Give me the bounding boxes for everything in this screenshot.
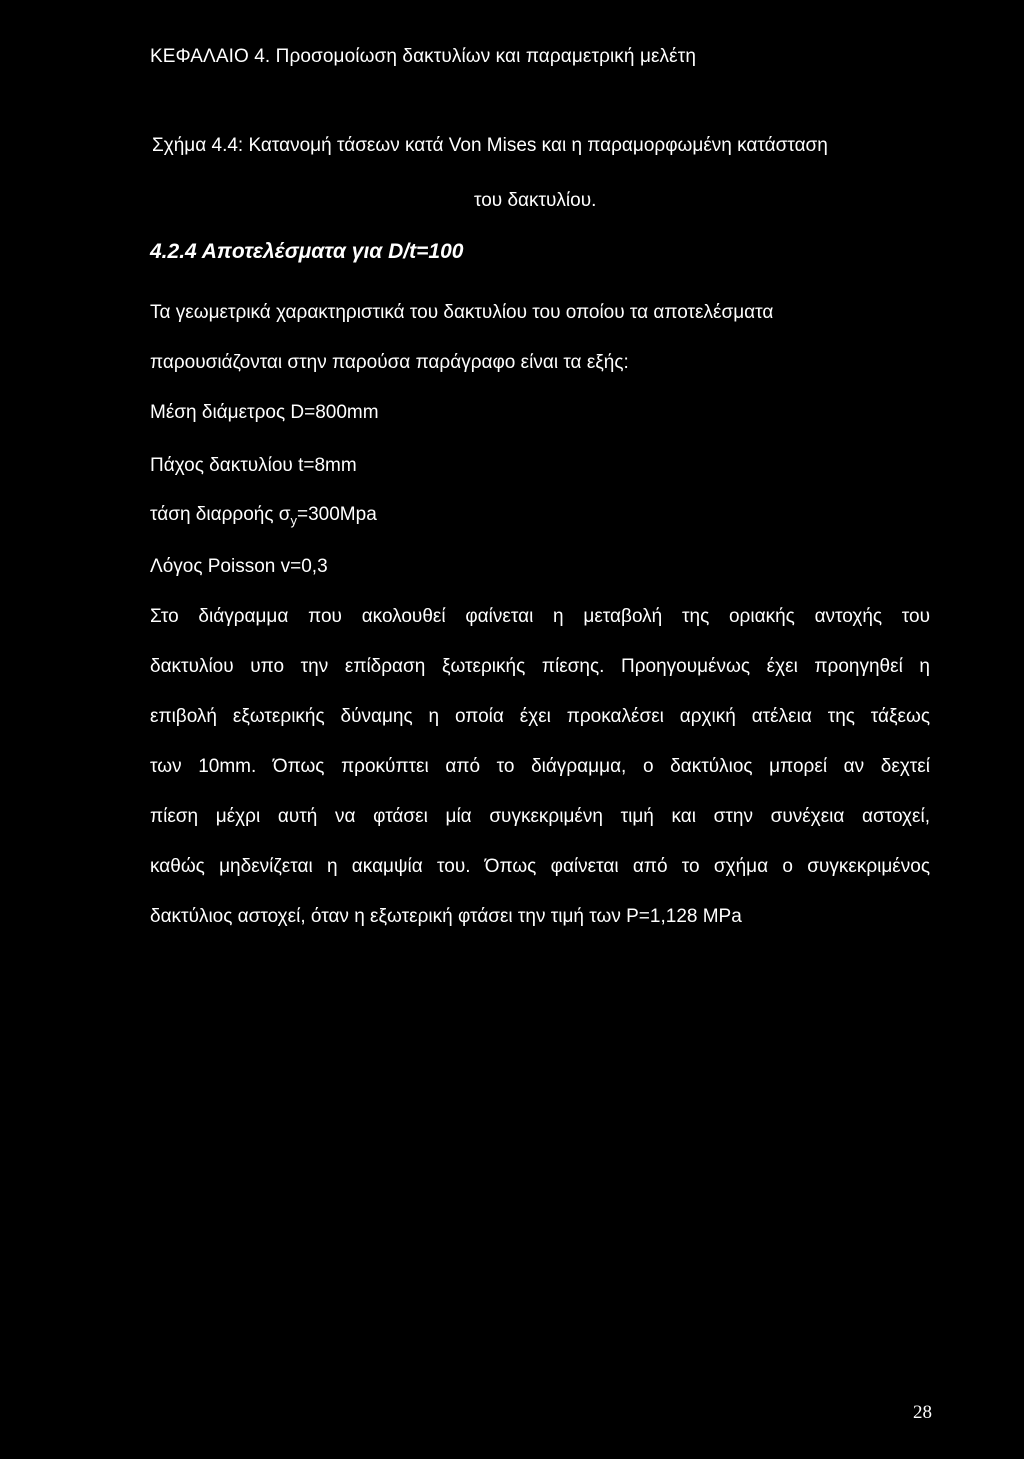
yield-suffix: =300Mpa [297, 504, 377, 525]
paragraph-line: δακτύλιος αστοχεί, όταν η εξωτερική φτάσει την τιμή των P=1,128 MPa [150, 906, 742, 927]
intro-line-2: παρουσιάζονται στην παρούσα παράγραφο είναι τα εξής: [150, 352, 629, 373]
paragraph-line: καθώς μηδενίζεται η ακαμψία του. Όπως φαίνεται από το σχήμα ο συγκεκριμένος [150, 856, 930, 877]
property-diameter: Μέση διάμετρος D=800mm [150, 402, 379, 423]
paragraph-line: των 10mm. Όπως προκύπτει από το διάγραμμα, ο δακτύλιος μπορεί αν δεχτεί [150, 756, 930, 777]
yield-prefix: τάση διαρροής σ [150, 504, 291, 525]
section-heading: 4.2.4 Αποτελέσματα για D/t=100 [150, 240, 464, 263]
property-poisson: Λόγος Poisson v=0,3 [150, 556, 328, 577]
property-yield-stress [150, 504, 377, 526]
page-number: 28 [913, 1402, 932, 1423]
chapter-header: ΚΕΦΑΛΑΙΟ 4. Προσομοίωση δακτυλίων και παραμετρική μελέτη [150, 46, 697, 67]
paragraph-line: δακτυλίου υπο την επίδραση ξωτερικής πίεσης. Προηγουμένως έχει προηγηθεί η [150, 656, 930, 677]
paragraph-line: Στο διάγραμμα που ακολουθεί φαίνεται η μεταβολή της οριακής αντοχής του [150, 606, 930, 627]
figure-caption-line-1: Σχήμα 4.4: Κατανομή τάσεων κατά Von Mises και η παραμορφωμένη κατάσταση [152, 135, 828, 156]
intro-line-1: Τα γεωμετρικά χαρακτηριστικά του δακτυλίου του οποίου τα αποτελέσματα [150, 302, 774, 323]
paragraph-line: πίεση μέχρι αυτή να φτάσει μία συγκεκριμένη τιμή και στην συνέχεια αστοχεί, [150, 806, 930, 827]
property-thickness: Πάχος δακτυλίου t=8mm [150, 455, 357, 476]
figure-caption-line-2: του δακτυλίου. [474, 190, 597, 211]
paragraph-line: επιβολή εξωτερικής δύναμης η οποία έχει προκαλέσει αρχική ατέλεια της τάξεως [150, 706, 930, 727]
yield-subscript: y [290, 513, 297, 528]
